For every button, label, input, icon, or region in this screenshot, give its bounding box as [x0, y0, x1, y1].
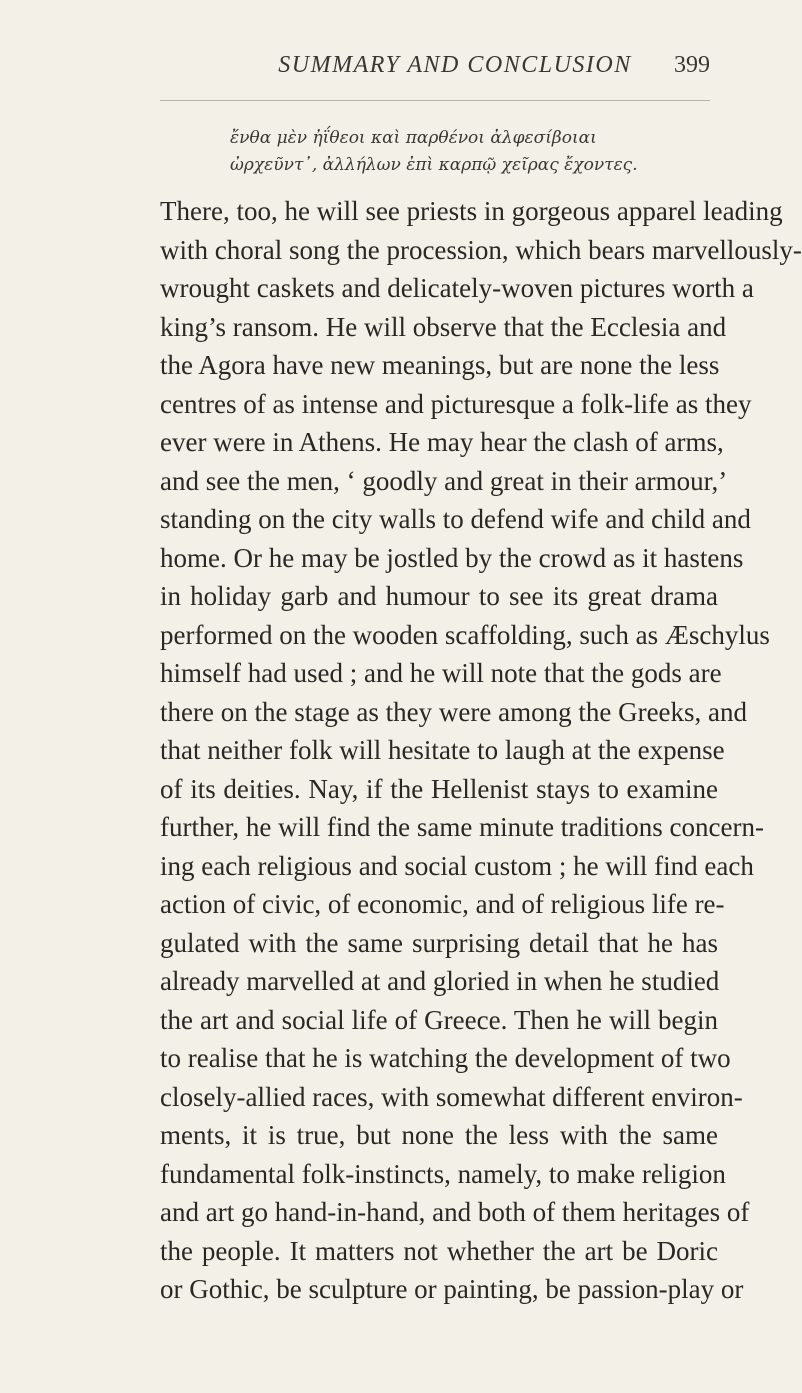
text-line: gulated with the same surprising detail that he has — [160, 927, 718, 958]
text-line: and see the men, ‘ goodly and great in their armour,’ — [160, 465, 728, 496]
text-line: home. Or he may be jostled by the crowd as it hastens — [160, 542, 744, 573]
text-line: the Agora have new meanings, but are none the less — [160, 350, 720, 380]
text-line: the art and social life of Greece. Then he will begin — [160, 1004, 718, 1035]
text-line: closely-allied races, with somewhat different environ- — [160, 1081, 743, 1112]
running-head — [160, 52, 710, 92]
text-line: in holiday garb and humour to see its great drama — [160, 581, 718, 611]
text-line: action of civic, of economic, and of religious life re- — [160, 889, 725, 919]
text-line: or Gothic, be sculpture or painting, be passion-play or — [160, 1274, 744, 1304]
text-line: there on the stage as they were among the Greeks, and — [160, 696, 748, 727]
epigraph-line: ὠρχεῦντ᾽, ἀλλήλων ἐπὶ καρπῷ χεῖρας ἔχοντες. — [230, 155, 638, 175]
text-line: that neither folk will hesitate to laugh at the expense — [160, 735, 725, 765]
text-line: performed on the wooden scaffolding, such as Æschylus — [160, 619, 770, 650]
text-line: fundamental folk-instincts, namely, to make religion — [160, 1158, 726, 1189]
text-line: ing each religious and social custom ; he will find each — [160, 850, 754, 881]
text-line: already marvelled at and gloried in when he studied — [160, 966, 720, 996]
running-title: SUMMARY AND CONCLUSION — [278, 52, 632, 78]
epigraph-line: ἔνθα μὲν ἠΐθεοι καὶ παρθένοι ἀλφεσίβοιαι — [230, 128, 597, 148]
text-line: standing on the city walls to defend wife and child and — [160, 504, 751, 534]
greek-epigraph — [230, 125, 700, 179]
text-line: of its deities. Nay, if the Hellenist stays to examine — [160, 773, 718, 804]
text-line: further, he will find the same minute traditions concern- — [160, 812, 764, 842]
text-line: wrought caskets and delicately-woven pictures worth a — [160, 273, 754, 303]
text-line: to realise that he is watching the development of two — [160, 1043, 731, 1073]
text-line: ever were in Athens. He may hear the clash of arms, — [160, 427, 724, 457]
header-rule — [160, 100, 710, 101]
text-line: and art go hand-in-hand, and both of them heritages of — [160, 1197, 750, 1227]
text-line: ments, it is true, but none the less with the same — [160, 1120, 718, 1150]
text-line: There, too, he will see priests in gorgeous apparel leading — [160, 196, 783, 226]
page-number: 399 — [674, 52, 710, 78]
text-line: the people. It matters not whether the art be Doric — [160, 1235, 718, 1266]
text-line: with choral song the procession, which bears marvellously- — [160, 234, 802, 265]
body-paragraph — [160, 192, 802, 1309]
text-line: centres of as intense and picturesque a folk-life as they — [160, 388, 752, 419]
text-line: himself had used ; and he will note that the gods are — [160, 658, 722, 688]
text-line: king’s ransom. He will observe that the Ecclesia and — [160, 311, 727, 342]
